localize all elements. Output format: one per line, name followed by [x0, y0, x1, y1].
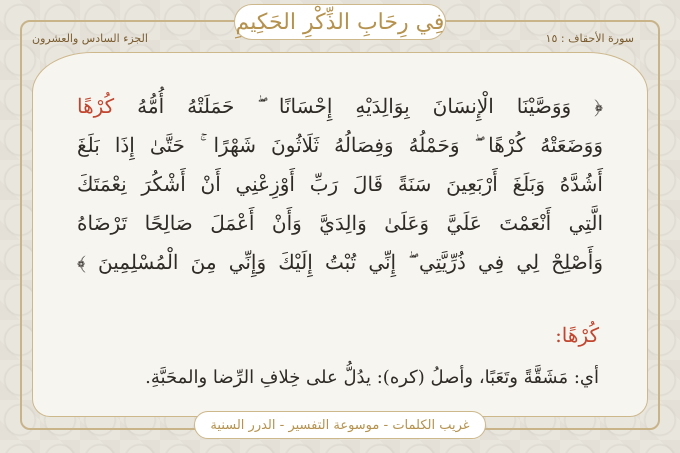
verse-line-1-text: ﴿ وَوَصَّيْنَا الْإِنسَانَ بِوَالِدَيْهِ إِحْسَانًا ۖ حَمَلَتْهُ أُمُّهُ — [114, 94, 603, 118]
page-title: فِي رِحَابِ الذِّكْرِ الحَكِيمِ — [234, 4, 446, 40]
source-footer: غريب الكلمات - موسوعة التفسير - الدرر السنية — [194, 411, 486, 439]
verse-line-5: وَأَصْلِحْ لِي فِي ذُرِّيَّتِي ۖ إِنِّي تُبْتُ إِلَيْكَ وَإِنِّي مِنَ الْمُسْلِمِينَ ﴾ — [77, 250, 603, 274]
verse-line-3: أَشُدَّهُ وَبَلَغَ أَرْبَعِينَ سَنَةً قَالَ رَبِّ أَوْزِعْنِي أَنْ أَشْكُرَ نِعْمَتَكَ — [77, 172, 603, 196]
content-panel — [32, 52, 648, 417]
verse-line-1 — [77, 87, 603, 126]
juz-label: الجزء السادس والعشرون — [32, 32, 148, 45]
explained-word: كُرْهًا: — [555, 323, 599, 347]
verse-line-4: الَّتِي أَنْعَمْتَ عَلَيَّ وَعَلَىٰ وَالِدَيَّ وَأَنْ أَعْمَلَ صَالِحًا تَرْضَاهُ — [77, 211, 603, 235]
verse-text — [77, 87, 603, 282]
word-meaning: أي: مَشَقَّةً وتَعَبًا، وأصلُ (كره): يدُلُّ على خِلافِ الرِّضا والمحَبَّةِ. — [145, 367, 599, 388]
surah-label: سورة الأحقاف : ١٥ — [545, 32, 634, 45]
verse-line-2: وَوَضَعَتْهُ كُرْهًا ۖ وَحَمْلُهُ وَفِصَالُهُ ثَلَاثُونَ شَهْرًا ۚ حَتَّىٰ إِذَا بَلَغَ — [77, 133, 603, 157]
highlighted-word: كُرْهًا — [77, 94, 115, 118]
